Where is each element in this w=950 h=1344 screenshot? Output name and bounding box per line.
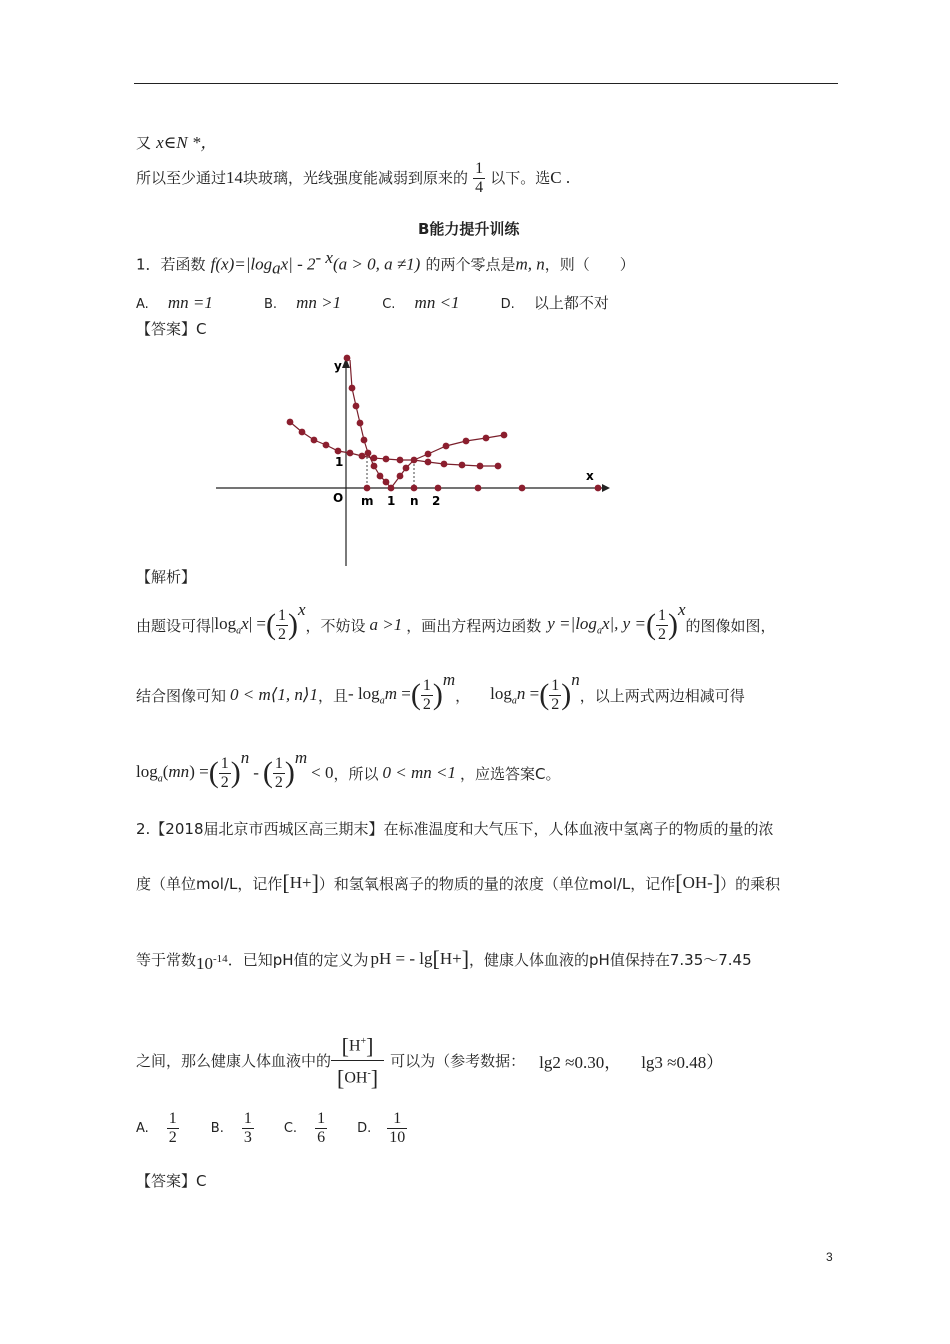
analysis-line-3 bbox=[136, 748, 560, 798]
text: 的两个零点是 bbox=[425, 255, 516, 274]
options-2 bbox=[136, 1110, 407, 1147]
option-d: 以上都不对 bbox=[533, 294, 609, 312]
x-arrow-icon bbox=[602, 484, 610, 492]
fraction: $\frac{1}{2}$ bbox=[220, 754, 229, 791]
paren-open: ( bbox=[410, 678, 421, 711]
fraction: $\frac{1}{2}$ bbox=[422, 676, 431, 713]
text: 所以至少通过 bbox=[136, 169, 227, 187]
oh-ion: OH bbox=[344, 1068, 368, 1086]
text: 块玻璃，光线强度能减弱到原来的 bbox=[243, 169, 469, 187]
bracket-close: ] bbox=[311, 870, 319, 895]
text: ，所以 bbox=[333, 764, 379, 783]
superscript: - x bbox=[315, 248, 333, 267]
condition: (a > 0, a ≠1) bbox=[332, 254, 421, 274]
lg2: lg2 ≈0.30， bbox=[539, 1052, 622, 1072]
lg3: lg3 ≈0.48） bbox=[641, 1052, 724, 1072]
text: 度（单位mol/L，记作 bbox=[136, 874, 283, 893]
math-log-eq: $|\log_ax|$ = bbox=[211, 613, 266, 637]
numerator: 1 bbox=[475, 160, 484, 177]
fraction: $\frac{1}{2}$ bbox=[277, 606, 286, 643]
text: 可以为（参考数据： bbox=[390, 1051, 526, 1070]
number: 14 bbox=[226, 168, 244, 187]
q2-line-3: 等于常数 10 $^{-14}$ ．已知pH值的定义为 pH = - lg [ H + ] ，健康人体血液的pH值保持在7.35～7.45 bbox=[136, 946, 752, 973]
option-d-label: D. bbox=[500, 297, 515, 312]
option-c: $\frac{1}{6}$ bbox=[317, 1110, 326, 1146]
text: ，且 bbox=[318, 686, 349, 705]
question-1 bbox=[136, 248, 635, 279]
h-ion: H bbox=[289, 873, 302, 892]
header-rule bbox=[134, 83, 838, 84]
q-label: 1．若函数 bbox=[136, 255, 206, 274]
paren-close: ) bbox=[230, 756, 241, 789]
line-2 bbox=[136, 160, 570, 197]
options-1 bbox=[136, 292, 609, 313]
function: f(x)=|log bbox=[210, 254, 273, 274]
h-ion: H bbox=[348, 1037, 361, 1055]
math: x∈N *， bbox=[156, 133, 218, 152]
option-d: $\frac{1}{10}$ bbox=[389, 1110, 406, 1146]
option-b: $\frac{1}{3}$ bbox=[243, 1110, 252, 1146]
text: 等于常数 bbox=[136, 950, 197, 969]
math-functions: $y =|\log_ax|$, y = bbox=[547, 613, 646, 637]
text: ，不妨设 bbox=[305, 616, 366, 635]
text: ，以上两式两边相减可得 bbox=[579, 686, 745, 705]
condition: a >1 bbox=[369, 615, 403, 634]
option-a-label: A. bbox=[136, 1121, 149, 1136]
paren-open: ( bbox=[539, 678, 550, 711]
paren-open: ( bbox=[645, 608, 656, 641]
paren-close: ) bbox=[287, 608, 298, 641]
paren-close: ) bbox=[432, 678, 443, 711]
lt-zero: < 0 bbox=[311, 763, 334, 782]
constant: 10 bbox=[196, 954, 214, 973]
exponent: m bbox=[442, 670, 456, 689]
exponent: x bbox=[677, 600, 686, 619]
x-tick-n: n bbox=[410, 494, 419, 508]
exponent: n bbox=[240, 748, 250, 767]
constant-exp: -14 bbox=[213, 953, 228, 965]
line-1 bbox=[136, 128, 217, 153]
section-title: B能力提升训练 bbox=[418, 220, 520, 238]
exponent: x bbox=[297, 600, 306, 619]
origin-label: O bbox=[333, 491, 344, 505]
text: ）的乘积 bbox=[720, 874, 781, 893]
analysis-heading: 【解析】 bbox=[136, 568, 197, 586]
answer: C . bbox=[550, 168, 571, 187]
minus: - bbox=[253, 763, 259, 782]
ion-ratio: $\frac{[H^+]}{[OH^-]}$ bbox=[331, 1029, 384, 1091]
text: 又 bbox=[136, 134, 152, 152]
option-c-label: C. bbox=[283, 1121, 298, 1136]
paren-open: ( bbox=[265, 608, 276, 641]
text: ，画出方程两边函数 bbox=[406, 616, 542, 635]
text: ，健康人体血液的pH值保持在7.35～7.45 bbox=[469, 950, 752, 969]
text: ．已知pH值的定义为 bbox=[227, 950, 369, 969]
option-d-label: D. bbox=[357, 1121, 372, 1136]
option-b: mn >1 bbox=[296, 293, 342, 312]
x-tick-1: 1 bbox=[387, 494, 396, 508]
oh-ion: OH bbox=[682, 873, 708, 892]
bracket-close: ] bbox=[461, 946, 470, 971]
paren-close: ) bbox=[667, 608, 678, 641]
exponent: n bbox=[571, 670, 580, 689]
answer-1: 【答案】C bbox=[136, 320, 207, 338]
option-b-label: B. bbox=[263, 297, 278, 312]
bracket-open: [ bbox=[282, 870, 290, 895]
fraction: $\frac{1}{2}$ bbox=[274, 754, 283, 791]
paren-open: ( bbox=[262, 756, 273, 789]
paren-close: ) bbox=[284, 756, 295, 789]
h-ion: H bbox=[439, 949, 453, 968]
text: 由题设可得 bbox=[136, 616, 212, 635]
text: ，应选答案C。 bbox=[459, 764, 561, 783]
option-a: mn =1 bbox=[167, 293, 213, 312]
function-graph bbox=[210, 348, 610, 570]
option-b-label: B. bbox=[210, 1121, 224, 1136]
option-a: $\frac{1}{2}$ bbox=[168, 1110, 177, 1146]
answer-2: 【答案】C bbox=[136, 1172, 207, 1190]
curve-points bbox=[287, 355, 602, 492]
q2-line-4 bbox=[136, 1030, 723, 1090]
math-log-n: $\log_an$ = bbox=[490, 683, 540, 707]
bracket-open: [ bbox=[675, 870, 683, 895]
y-label: y bbox=[334, 359, 342, 373]
fraction: $\frac{1}{2}$ bbox=[551, 676, 560, 713]
denominator: 4 bbox=[475, 179, 484, 196]
paren-close: ) bbox=[561, 678, 572, 711]
analysis-line-2 bbox=[136, 670, 745, 720]
text: ， bbox=[455, 686, 471, 705]
y-tick-1: 1 bbox=[335, 455, 344, 469]
text: 的图像如图， bbox=[685, 616, 776, 635]
option-c: mn <1 bbox=[414, 293, 460, 312]
paren-open: ( bbox=[208, 756, 219, 789]
math-neg-log: - $\log_am$ = bbox=[348, 683, 411, 707]
bracket-open: [ bbox=[432, 946, 440, 971]
text: 以下。选 bbox=[490, 169, 551, 187]
x-tick-m: m bbox=[361, 494, 374, 508]
option-c-label: C. bbox=[382, 297, 396, 312]
ph-def: pH = - lg bbox=[370, 949, 433, 968]
x-tick-2: 2 bbox=[432, 494, 441, 508]
inequality: 0 < m⟨1, n⟩1 bbox=[230, 685, 319, 704]
option-a-label: A. bbox=[136, 297, 149, 312]
q2-line-2: 度（单位mol/L，记作 [ H + ] ）和氢氧根离子的物质的量的浓度（单位mol/L，记作 [ OH - ] ）的乘积 bbox=[136, 870, 781, 895]
text: ）和氢氧根离子的物质的量的浓度（单位mol/L，记作 bbox=[318, 874, 676, 893]
bracket-close: ] bbox=[712, 870, 721, 895]
exponent: m bbox=[294, 748, 308, 767]
function-cont: x| - 2 bbox=[280, 254, 316, 274]
text: 之间，那么健康人体血液中的 bbox=[136, 1051, 332, 1070]
page-number: 3 bbox=[826, 1250, 833, 1264]
fraction: $\frac{1}{2}$ bbox=[657, 606, 666, 643]
inequality: 0 < mn <1 bbox=[382, 763, 456, 782]
subscript: a bbox=[272, 258, 281, 278]
fraction bbox=[473, 160, 485, 197]
x-label: x bbox=[586, 469, 594, 483]
math-log-mn: $\log_a(mn)$ = bbox=[136, 761, 209, 785]
q2-line-1: 2.【2018届北京市西城区高三期末】在标准温度和大气压下，人体血液中氢离子的物质的量的浓 bbox=[136, 820, 774, 838]
text: 结合图像可知 bbox=[136, 686, 227, 705]
text: ，则（ ） bbox=[544, 255, 635, 274]
mn: m, n bbox=[515, 254, 545, 274]
analysis-line-1 bbox=[136, 600, 776, 650]
